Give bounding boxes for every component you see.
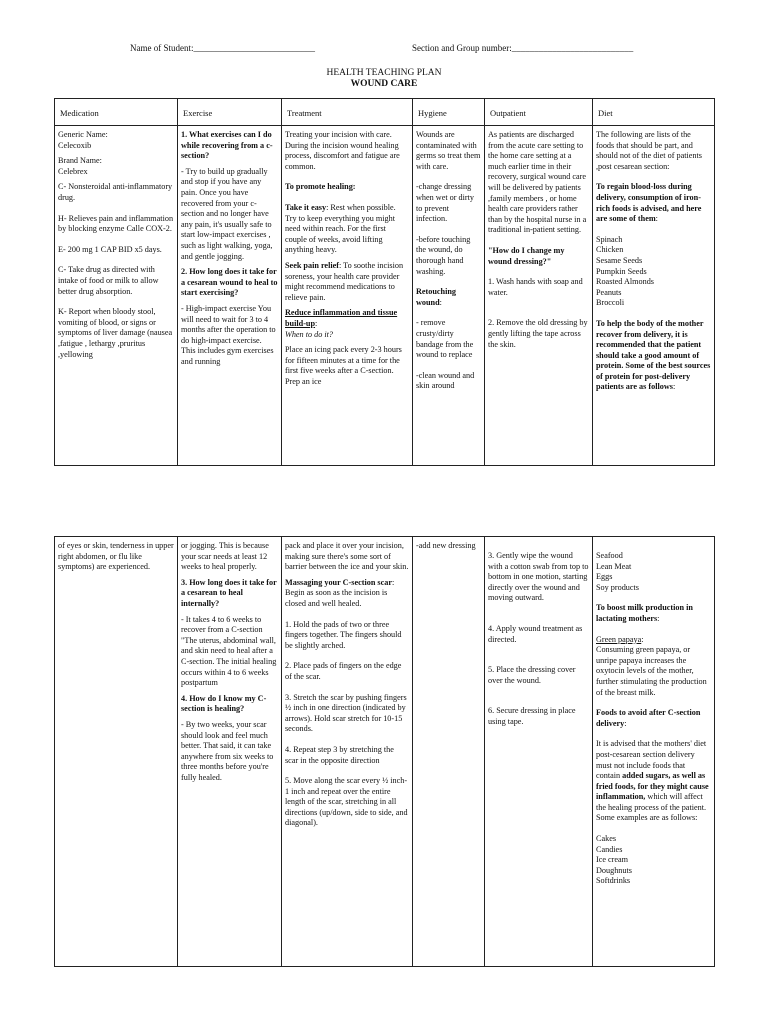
outpatient-intro: As patients are discharged from the acute care setting to the home care setting at a much earlier time in their recovery, surgical wound care will be delivered by patients ,family members , or home health care providers rather than by the hospital nurse in a traditional in-patient setting. bbox=[488, 130, 587, 235]
header-treatment: Treatment bbox=[282, 99, 413, 126]
retouching-heading: Retouching wound bbox=[416, 287, 457, 307]
reduce-inflammation-heading: Reduce inflammation and tissue build-up bbox=[285, 308, 398, 328]
food-item: Spinach bbox=[596, 234, 623, 244]
retouching-colon: : bbox=[439, 297, 442, 307]
table-body-row bbox=[55, 537, 715, 967]
medication-line: H- Relieves pain and inflammation by blocking enzyme Calle COX-2. bbox=[58, 213, 174, 234]
exercise-answer-1: - Try to build up gradually and stop if you have any pain. Once you have recovered from your c-section and no longer have any pain, it's usually safe to start low-impact exercises , such as light walking, yoga, and gentle jogging. bbox=[181, 166, 273, 261]
medication-line: Celecoxib bbox=[58, 140, 92, 150]
food-item: Chicken bbox=[596, 245, 624, 255]
food-item: Seafood bbox=[596, 551, 623, 560]
teaching-plan-table-1 bbox=[54, 98, 715, 466]
protein-colon: : bbox=[672, 382, 676, 392]
exercise-answer-4: - By two weeks, your scar should look and feel much better. That said, it can take anywhere from six weeks to three months before you're fully healed. bbox=[181, 719, 274, 782]
exercise-question-2: 2. How long does it take for a cesarean wound to heal to start exercising? bbox=[181, 267, 278, 298]
exercise-question-4: 4. How do I know my C-section is healing? bbox=[181, 693, 267, 714]
student-name-line: Name of Student:___________________________ bbox=[130, 43, 315, 53]
hygiene-cell bbox=[413, 537, 485, 967]
milk-production-colon: : bbox=[657, 613, 660, 623]
medication-line: C- Take drug as directed with intake of food or milk to allow better drug absorption. bbox=[58, 265, 159, 296]
massage-step: 5. Move along the scar every ½ inch-1 inch and repeat over the entire length of the scar, stretching in all directions (up/down, side to side, and diagonal). bbox=[285, 776, 408, 828]
green-papaya-label: Green papaya bbox=[596, 634, 642, 644]
green-papaya-colon: : bbox=[641, 634, 644, 644]
food-item: Pumpkin Seeds bbox=[596, 266, 647, 276]
outpatient-step: 3. Gently wipe the wound with a cotton swab from top to bottom in one motion, starting directly over the wound and moving outward. bbox=[488, 551, 589, 603]
diet-intro: The following are lists of the foods that should be part, and should not of the diet of patients ,post cesarean section: bbox=[596, 130, 702, 171]
exercise-continued: or jogging. This is because your scar needs at least 12 weeks to heal properly. bbox=[181, 541, 269, 572]
food-item: Broccoli bbox=[596, 298, 625, 308]
treatment-intro: Treating your incision with care. During the incision wound healing process, discomfort and fatigue are common. bbox=[285, 130, 400, 171]
treatment-cell bbox=[282, 537, 413, 967]
food-item: Peanuts bbox=[596, 287, 622, 297]
diet-cell bbox=[593, 126, 715, 466]
massage-label: Massaging your C-section scar bbox=[285, 577, 392, 587]
diet-cell bbox=[593, 537, 715, 967]
reduce-inflammation-colon: : bbox=[315, 318, 318, 328]
treatment-continued: pack and place it over your incision, making sure there's some sort of barrier between the ice and your skin. bbox=[285, 541, 409, 572]
exercise-cell bbox=[178, 126, 282, 466]
table-body-row bbox=[55, 126, 715, 466]
header-medication: Medication bbox=[55, 99, 178, 126]
medication-line: Celebrex bbox=[58, 166, 88, 176]
hygiene-text: - remove crusty/dirty bandage from the wound to replace bbox=[416, 318, 474, 360]
icing-text: Place an icing pack every 2-3 hours for fifteen minutes at a time for the first five weeks after a C-section. Prep an ice bbox=[285, 345, 402, 386]
food-item: Roasted Almonds bbox=[596, 277, 654, 287]
take-it-easy-paragraph bbox=[285, 203, 409, 256]
outpatient-step: 4. Apply wound treatment as directed. bbox=[488, 623, 583, 644]
exercise-question-3: 3. How long does it take for a cesarean to heal internally? bbox=[181, 577, 277, 608]
foods-to-avoid-heading: Foods to avoid after C-section delivery bbox=[596, 708, 701, 728]
avoid-food-item: Cakes bbox=[596, 834, 617, 844]
protein-paragraph bbox=[596, 319, 711, 393]
medication-cell bbox=[55, 537, 178, 967]
plan-subtitle: WOUND CARE bbox=[350, 79, 418, 89]
outpatient-question: "How do I change my wound dressing?" bbox=[488, 245, 565, 266]
teaching-plan-table-2 bbox=[54, 536, 715, 967]
massage-step: 3. Stretch the scar by pushing fingers ½ inch in one direction (indicated by arrows). Hold scar stretch for 10-15 seconds. bbox=[285, 692, 407, 734]
avoid-food-item: Softdrinks bbox=[596, 876, 631, 886]
retouching-heading-line bbox=[416, 287, 481, 308]
hygiene-text: -add new dressing bbox=[416, 541, 476, 550]
pain-relief-paragraph bbox=[285, 261, 409, 303]
regain-blood-paragraph bbox=[596, 182, 711, 224]
advice-text-1: It is advised that the mothers' diet post-cesarean section delivery must not include foods that contain bbox=[596, 739, 707, 781]
hygiene-text: Wounds are contaminated with germs so treat them with care. bbox=[416, 130, 481, 171]
table-header-row bbox=[55, 99, 715, 126]
medication-cell bbox=[55, 126, 178, 466]
pain-relief-label: Seek pain relief bbox=[285, 260, 339, 270]
medication-line: K- Report when bloody stool, vomiting of blood, or signs or symptoms of liver damage (nausea ,fatigue , lethargy ,pruritus ,yellowing bbox=[58, 307, 173, 359]
medication-continued: of eyes or skin, tenderness in upper right abdomen, or flu like symptoms) are experienced. bbox=[58, 541, 174, 572]
foods-to-avoid-colon: : bbox=[624, 718, 627, 728]
milk-production-paragraph bbox=[596, 603, 711, 624]
avoid-food-item: Doughnuts bbox=[596, 865, 632, 875]
outpatient-step: 6. Secure dressing in place using tape. bbox=[488, 706, 576, 726]
food-item: Lean Meat bbox=[596, 561, 632, 571]
advice-bold: added sugars, as well as fried foods, for they might cause inflammation, bbox=[596, 771, 709, 802]
hygiene-text: -change dressing when wet or dirty to prevent infection. bbox=[416, 182, 474, 224]
exercise-cell bbox=[178, 537, 282, 967]
food-item: Sesame Seeds bbox=[596, 255, 643, 265]
outpatient-cell bbox=[485, 537, 593, 967]
milk-production-heading: To boost milk production in lactating mothers bbox=[596, 603, 693, 623]
regain-blood-heading: To regain blood-loss during delivery, consumption of iron-rich foods is advised, and here are some of them bbox=[596, 182, 702, 224]
medication-line: Brand Name: bbox=[58, 156, 102, 166]
medication-line: Generic Name: bbox=[58, 130, 108, 139]
medication-line: E- 200 mg 1 CAP BID x5 days. bbox=[58, 244, 162, 254]
hygiene-cell bbox=[413, 126, 485, 466]
when-to-do-it: When to do it? bbox=[285, 329, 333, 339]
plan-title: HEALTH TEACHING PLAN bbox=[326, 68, 442, 78]
regain-blood-colon: : bbox=[655, 214, 658, 224]
header-diet: Diet bbox=[593, 99, 715, 126]
hygiene-text: -before touching the wound, do thorough hand washing. bbox=[416, 234, 471, 276]
avoid-food-item: Candies bbox=[596, 844, 623, 854]
treatment-cell bbox=[282, 126, 413, 466]
exercise-question-1: 1. What exercises can I do while recovering from a c-section? bbox=[181, 130, 273, 161]
massage-step: 1. Hold the pads of two or three fingers together. The fingers should be slightly arched. bbox=[285, 619, 402, 650]
protein-heading: To help the body of the mother recover from delivery, it is recommended that the patient should take a good amount of protein. Some of the best sources of protein for post-delivery patients are as follows bbox=[596, 318, 711, 392]
outpatient-step: 2. Remove the old dressing by gently lifting the tape across the skin. bbox=[488, 318, 588, 349]
green-papaya-label-line bbox=[596, 635, 711, 646]
avoid-food-item: Ice cream bbox=[596, 855, 629, 865]
header-exercise: Exercise bbox=[178, 99, 282, 126]
massage-text: : Begin as soon as the incision is closed and well healed. bbox=[285, 577, 395, 608]
pain-relief-text: : To soothe incision soreness, your health care provider might recommend medications to relieve pain. bbox=[285, 260, 404, 302]
advice-text-2: which will affect the healing process of the patient. Some examples are as follows: bbox=[596, 792, 707, 823]
header-hygiene: Hygiene bbox=[413, 99, 485, 126]
outpatient-step: 1. Wash hands with soap and water. bbox=[488, 277, 583, 297]
outpatient-step: 5. Place the dressing cover over the wound. bbox=[488, 665, 576, 685]
take-it-easy-label: Take it easy bbox=[285, 202, 327, 212]
food-item: Eggs bbox=[596, 572, 613, 582]
green-papaya-text: Consuming green papaya, or unripe papaya increases the oxytocin levels of the mother, further stimulating the production of the breast milk. bbox=[596, 645, 707, 697]
foods-to-avoid-paragraph bbox=[596, 708, 711, 729]
header-outpatient: Outpatient bbox=[485, 99, 593, 126]
promote-healing-heading: To promote healing: bbox=[285, 182, 356, 192]
outpatient-cell bbox=[485, 126, 593, 466]
hygiene-text: -clean wound and skin around bbox=[416, 370, 475, 391]
exercise-answer-2: - High-impact exercise You will need to wait for 3 to 4 months after the operation to do high-impact exercise. This includes gym exercises and running bbox=[181, 303, 276, 366]
massage-paragraph bbox=[285, 578, 409, 610]
take-it-easy-text: : Rest when possible. Try to keep everything you might need within reach. For the first couple of weeks, avoid lifting anything heavy. bbox=[285, 202, 396, 255]
reduce-inflammation-paragraph bbox=[285, 308, 409, 329]
food-item: Soy products bbox=[596, 582, 639, 592]
exercise-answer-3: - It takes 4 to 6 weeks to recover from a C-section "The uterus, abdominal wall, and skin need to heal after a C-section. The initial healing occurs within 4 to 6 weeks postpartum bbox=[181, 614, 277, 688]
medication-line: C- Nonsteroidal anti-inflammatory drug. bbox=[58, 182, 173, 202]
advice-paragraph bbox=[596, 739, 711, 824]
massage-step: 2. Place pads of fingers on the edge of the scar. bbox=[285, 661, 402, 681]
massage-step: 4. Repeat step 3 by stretching the scar in the opposite direction bbox=[285, 744, 394, 765]
section-group-line: Section and Group number:___________________________ bbox=[412, 43, 634, 53]
